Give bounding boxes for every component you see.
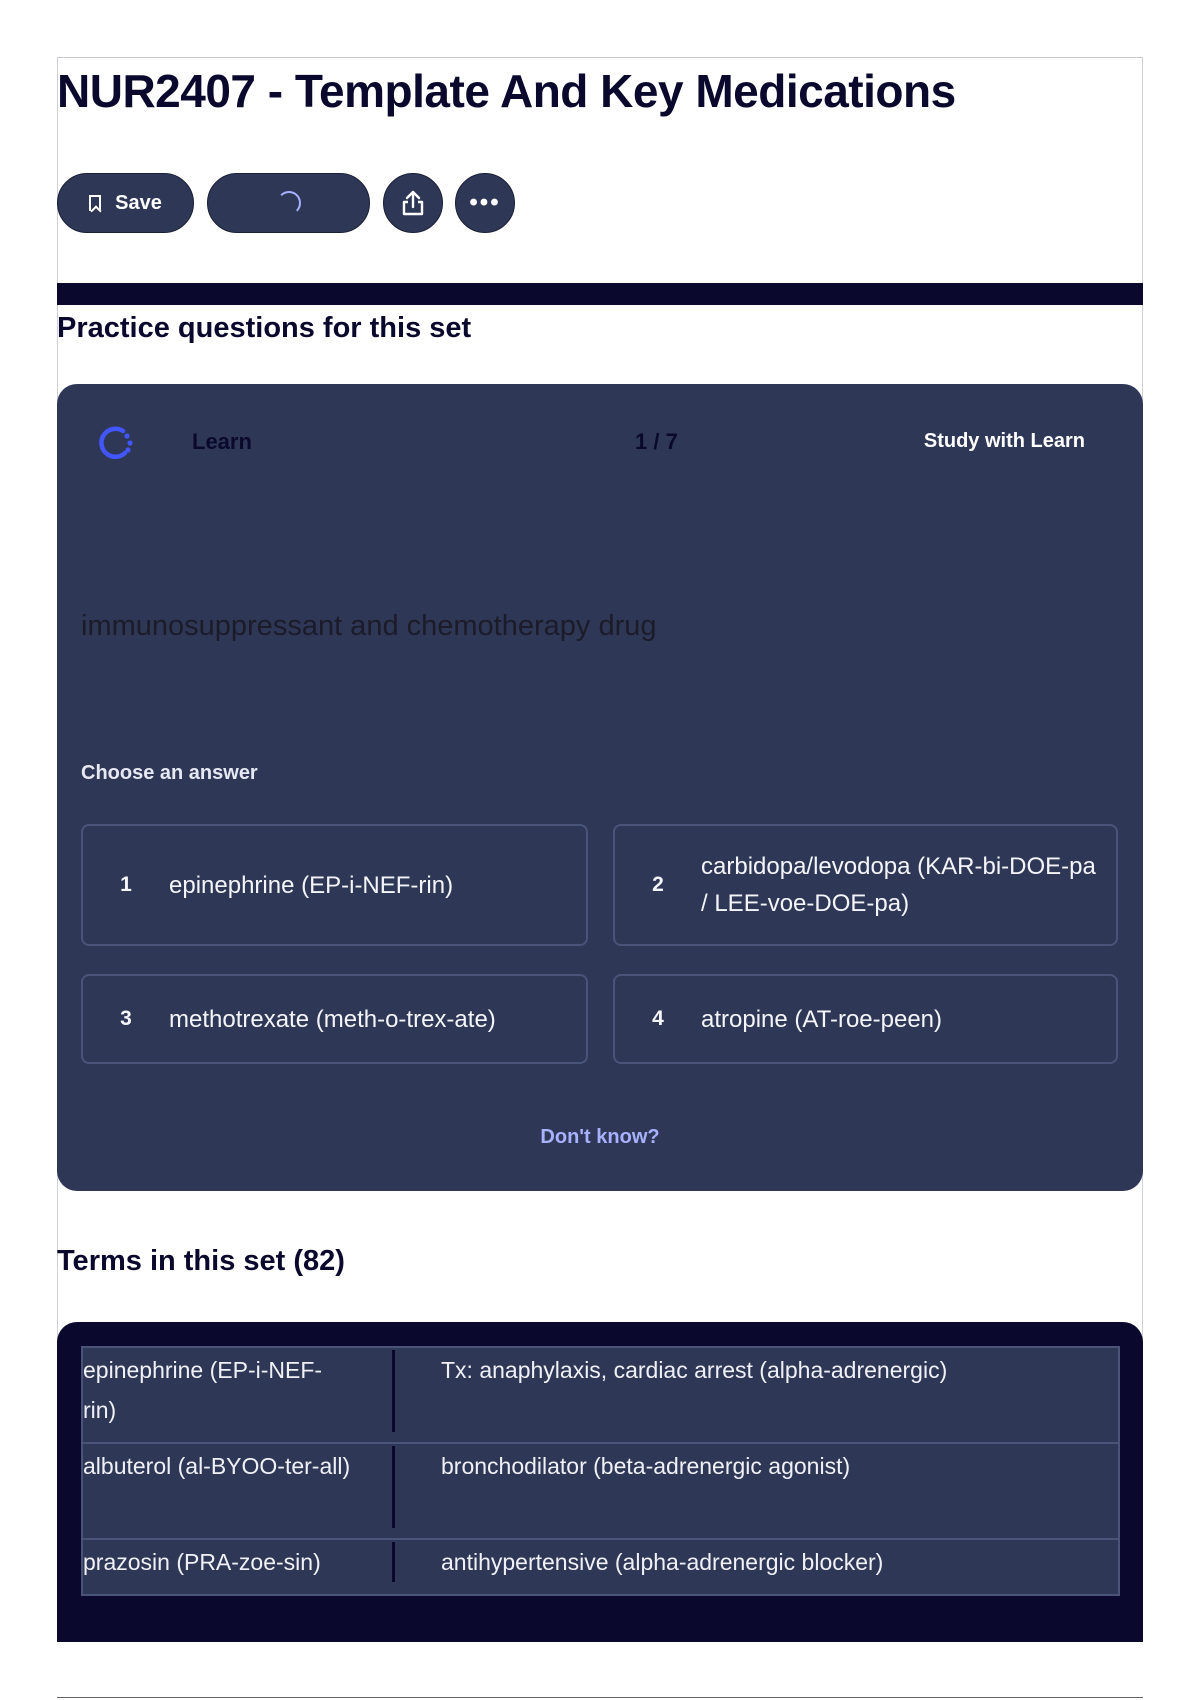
- loading-button[interactable]: [207, 173, 370, 233]
- learn-card: [57, 384, 1143, 1191]
- term-separator: [392, 1350, 395, 1432]
- answer-option-2[interactable]: [613, 824, 1118, 946]
- term-separator: [392, 1542, 395, 1582]
- question-text: immunosuppressant and chemotherapy drug: [81, 610, 657, 642]
- answer-number: 4: [652, 1007, 664, 1030]
- definition-text: bronchodilator (beta-adrenergic agonist): [441, 1453, 851, 1479]
- answer-number: 1: [120, 873, 132, 896]
- learn-header: [95, 420, 1085, 464]
- definition-text: antihypertensive (alpha-adrenergic blocker): [441, 1549, 884, 1575]
- answer-text: methotrexate (meth-o-trex-ate): [169, 1005, 496, 1033]
- term-text: prazosin (PRA-zoe-sin): [83, 1549, 321, 1575]
- practice-heading: Practice questions for this set: [57, 312, 472, 344]
- page-title: NUR2407 - Template And Key Medications: [57, 65, 956, 117]
- choose-answer-prompt: Choose an answer: [81, 762, 258, 784]
- loading-spinner-icon: [277, 191, 301, 215]
- bookmark-icon: [89, 195, 101, 211]
- answer-option-3[interactable]: [81, 974, 588, 1064]
- definition-text: Tx: anaphylaxis, cardiac arrest (alpha-adrenergic): [441, 1357, 948, 1383]
- answer-option-4[interactable]: [613, 974, 1118, 1064]
- answer-text: carbidopa/levodopa (KAR-bi-DOE-pa / LEE-voe-DOE-pa): [701, 853, 1096, 917]
- answer-number: 3: [120, 1007, 132, 1030]
- term-row[interactable]: [81, 1538, 1120, 1596]
- more-button[interactable]: [455, 173, 515, 233]
- term-text: epinephrine (EP-i-NEF-rin): [83, 1357, 323, 1423]
- term-separator: [392, 1446, 395, 1528]
- more-icon: •••: [469, 189, 501, 216]
- study-with-learn-link[interactable]: Study with Learn: [923, 430, 1085, 452]
- share-button[interactable]: [383, 173, 443, 233]
- dont-know-button[interactable]: Don't know?: [540, 1126, 660, 1148]
- term-text: albuterol (al-BYOO-ter-all): [83, 1453, 351, 1479]
- section-divider: [57, 283, 1143, 305]
- terms-heading: Terms in this set (82): [57, 1245, 345, 1277]
- bottom-divider: [57, 1697, 1143, 1698]
- term-row[interactable]: [81, 1346, 1120, 1444]
- answer-option-1[interactable]: [81, 824, 588, 946]
- learn-logo-icon: [95, 422, 135, 462]
- save-button[interactable]: [57, 173, 194, 233]
- answer-number: 2: [652, 873, 664, 896]
- share-icon: [400, 189, 426, 217]
- learn-label: Learn: [192, 429, 252, 454]
- question-counter: 1 / 7: [635, 429, 678, 454]
- answer-text: atropine (AT-roe-peen): [701, 1005, 943, 1033]
- save-label: Save: [115, 191, 162, 214]
- term-row[interactable]: [81, 1442, 1120, 1540]
- answer-text: epinephrine (EP-i-NEF-rin): [169, 871, 454, 899]
- terms-list: [57, 1322, 1143, 1642]
